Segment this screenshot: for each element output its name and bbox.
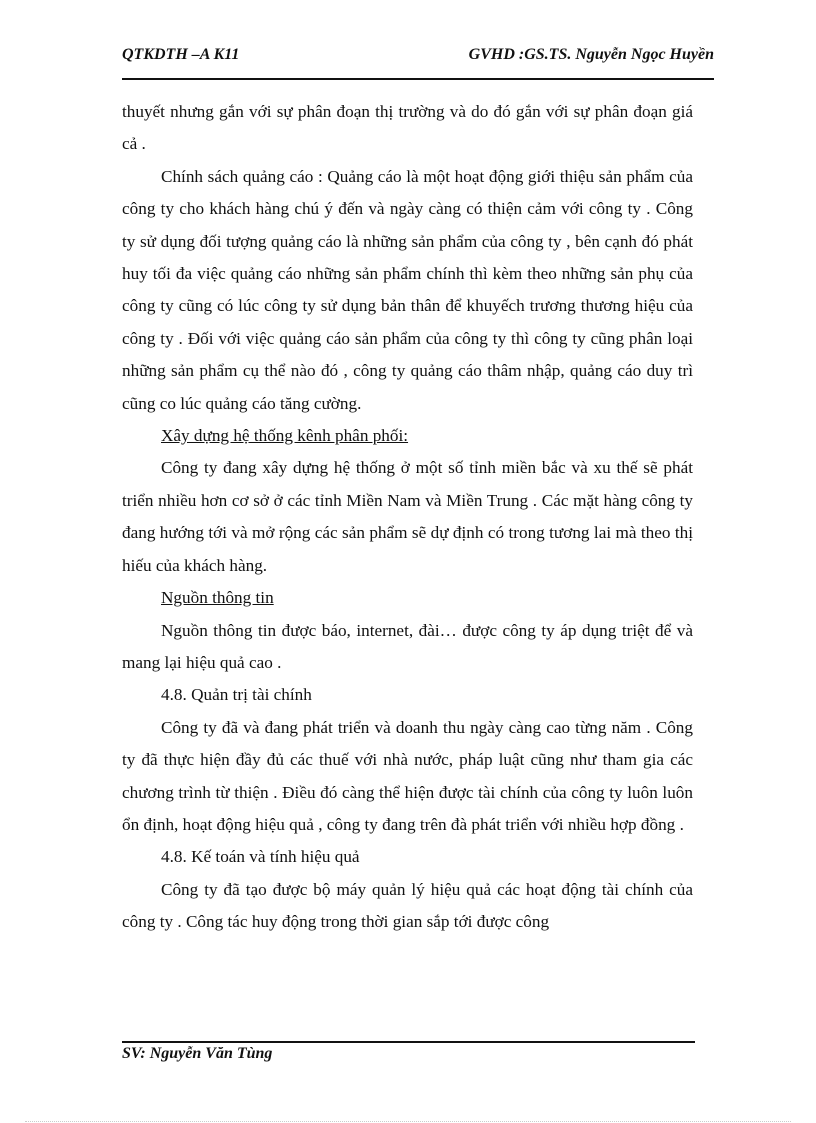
heading-distribution-channel-text: Xây dựng hệ thống kênh phân phối:	[161, 426, 409, 446]
supervisor-name: GVHD :GS.TS. Nguyễn Ngọc Huyền	[468, 46, 714, 63]
paragraph-finance: Công ty đã và đang phát triển và doanh thu ngày càng cao từng năm . Công ty đã thực hiện đầy đủ các thuế với nhà nước, pháp luật cũng như tham gia các chương trình từ thiện . Điều đó càng thể hiện được tài chính của công ty luôn luôn ổn định, hoạt động hiệu quả , công ty đang trên đà phát triển với nhiều hợp đồng .	[122, 717, 693, 834]
section-heading-accounting: 4.8. Kế toán và tính hiệu quả	[161, 847, 360, 867]
paragraph-accounting: Công ty đã tạo được bộ máy quản lý hiệu quả các hoạt động tài chính của công ty . Công tác huy động trong thời gian sắp tới được công	[122, 879, 693, 932]
course-code: QTKDTH –A K11	[122, 46, 240, 63]
paragraph-advertising-policy: Chính sách quảng cáo : Quảng cáo là một hoạt động giới thiệu sản phẩm của công ty cho khách hàng chú ý đến và ngày càng có thiện cảm với công ty . Công ty sử dụng đối tượng quảng cáo là những sản phẩm của công ty , bên cạnh đó phát huy tối đa việc quảng cáo những sản phẩm chính thì kèm theo những sản phụ của công ty cũng có lúc công ty sử dụng bản thân để khuyếch trương thương hiệu của công ty . Đối với việc quảng cáo sản phẩm của công ty thì công ty cũng phân loại những sản phẩm cụ thể nào đó , công ty quảng cáo thâm nhập, quảng cáo duy trì cũng co lúc quảng cáo tăng cường.	[122, 166, 693, 413]
document-body	[122, 96, 693, 939]
paragraph-information-source: Nguồn thông tin được báo, internet, đài… được công ty áp dụng triệt để và mang lại hiệu quả cao .	[122, 620, 693, 672]
header-divider	[122, 78, 714, 80]
heading-distribution-channel	[122, 420, 693, 452]
section-heading-finance: 4.8. Quản trị tài chính	[161, 685, 312, 705]
heading-information-source-text: Nguồn thông tin	[161, 588, 274, 608]
student-name: SV: Nguyễn Văn Tùng	[122, 1045, 273, 1062]
page-bottom-edge	[25, 1121, 791, 1122]
page-header	[122, 46, 714, 72]
paragraph-continuation: thuyết nhưng gắn với sự phân đoạn thị trường và do đó gắn với sự phân đoạn giá cả .	[122, 102, 693, 154]
footer-divider	[122, 1041, 695, 1043]
heading-information-source	[122, 582, 693, 614]
paragraph-distribution-channel: Công ty đang xây dựng hệ thống ở một số tỉnh miền bắc và xu thế sẽ phát triển nhiều hơn cơ sở ở các tỉnh Miền Nam và Miền Trung . Các mặt hàng công ty đang hướng tới và mở rộng các sản phẩm sẽ dự định có trong tương lai mà theo thị hiếu của khách hàng.	[122, 458, 693, 575]
